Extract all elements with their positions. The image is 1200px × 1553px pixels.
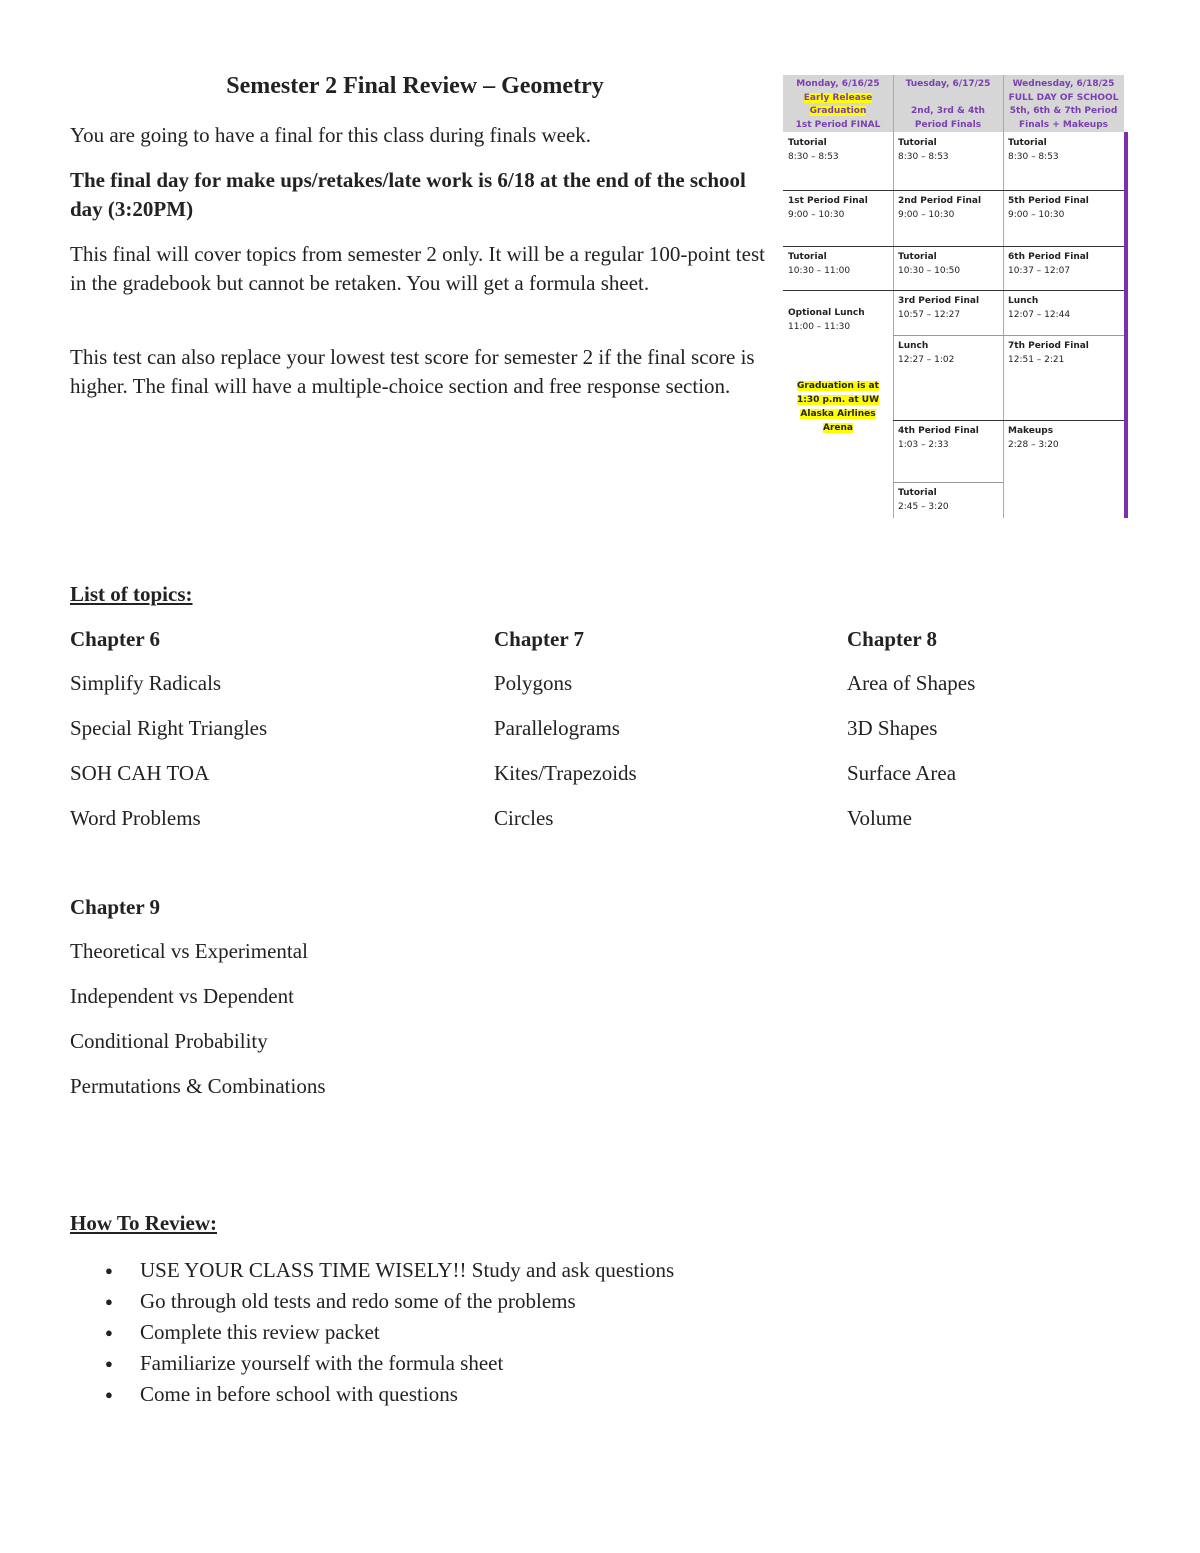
schedule-cell	[893, 246, 1003, 282]
page-title: Semester 2 Final Review – Geometry	[226, 73, 604, 99]
schedule-cell	[893, 420, 1003, 456]
schedule-cell	[1003, 290, 1124, 326]
session-name: Lunch	[1008, 296, 1039, 306]
early-release: Early Release	[803, 92, 873, 103]
schedule-cell	[893, 132, 1003, 168]
topic-item: Permutations & Combinations	[70, 1074, 326, 1098]
schedule-cell	[783, 190, 893, 226]
session-name: Tutorial	[1008, 138, 1047, 148]
topic-item: Volume	[847, 806, 912, 830]
header-monday	[783, 75, 893, 132]
topic-item: Word Problems	[70, 806, 201, 830]
topic-item: SOH CAH TOA	[70, 761, 210, 785]
tuesday-date: Tuesday, 6/17/25	[905, 79, 991, 89]
review-item: ● Complete this review packet	[140, 1317, 674, 1348]
schedule-cell	[783, 246, 893, 282]
session-time: 8:30 – 8:53	[898, 152, 949, 162]
wednesday-periods: 5th, 6th & 7th Period	[1009, 106, 1118, 116]
schedule-cell	[893, 290, 1003, 326]
session-name: 4th Period Final	[898, 426, 979, 436]
session-time: 8:30 – 8:53	[788, 152, 839, 162]
review-item: ● Go through old tests and redo some of the problems	[140, 1286, 674, 1317]
monday-finals: 1st Period FINAL	[795, 119, 881, 130]
topic-item: 3D Shapes	[847, 716, 938, 740]
topic-item: Special Right Triangles	[70, 716, 268, 740]
session-time: 9:00 – 10:30	[1008, 210, 1065, 220]
session-name: 3rd Period Final	[898, 296, 980, 306]
session-time: 10:37 – 12:07	[1008, 266, 1071, 276]
schedule-cell	[893, 190, 1003, 226]
session-name: 2nd Period Final	[898, 196, 982, 206]
topic-item: Parallelograms	[494, 716, 620, 740]
schedule-cell	[1003, 132, 1124, 168]
session-time: 9:00 – 10:30	[898, 210, 955, 220]
topic-item: Polygons	[494, 671, 573, 695]
chapter-heading: Chapter 8	[847, 627, 938, 651]
session-time: 12:07 – 12:44	[1008, 310, 1071, 320]
intro-text: You are going to have a final for this class during finals week.	[70, 123, 592, 147]
tuesday-finals: Period Finals	[914, 119, 982, 130]
schedule-cell	[1003, 420, 1124, 456]
schedule-cell	[783, 302, 893, 338]
tuesday-periods: 2nd, 3rd & 4th	[911, 106, 985, 116]
session-name: Tutorial	[898, 138, 937, 148]
topic-item: Kites/Trapezoids	[494, 761, 637, 785]
finals-schedule-table	[783, 75, 1128, 518]
topic-item: Surface Area	[847, 761, 957, 785]
session-name: 1st Period Final	[788, 196, 868, 206]
session-time: 1:03 – 2:33	[898, 440, 949, 450]
session-time: 12:27 – 1:02	[898, 355, 955, 365]
header-wednesday	[1003, 75, 1124, 132]
review-list	[70, 1255, 674, 1410]
session-time: 8:30 – 8:53	[1008, 152, 1059, 162]
schedule-cell	[1003, 246, 1124, 282]
schedule-cell	[1003, 190, 1124, 226]
review-item: ● Come in before school with questions	[140, 1379, 674, 1410]
deadline-text: The final day for make ups/retakes/late work is 6/18 at the end of the school day (3:20PM)	[70, 168, 746, 221]
session-time: 2:45 – 3:20	[898, 502, 949, 512]
graduation: Graduation	[809, 106, 867, 116]
review-item: ● USE YOUR CLASS TIME WISELY!! Study and ask questions	[140, 1255, 674, 1286]
schedule-cell	[893, 335, 1003, 371]
session-name: 5th Period Final	[1008, 196, 1089, 206]
session-name: Makeups	[1008, 426, 1054, 436]
wednesday-date: Wednesday, 6/18/25	[1012, 79, 1115, 89]
chapter-heading: Chapter 6	[70, 627, 161, 651]
chapter-heading: Chapter 7	[494, 627, 585, 651]
topics-heading: List of topics:	[70, 582, 193, 606]
monday-date: Monday, 6/16/25	[796, 79, 880, 89]
review-heading: How To Review:	[70, 1211, 217, 1235]
session-name: Tutorial	[788, 252, 827, 262]
header-tuesday	[893, 75, 1003, 132]
session-time: 9:00 – 10:30	[788, 210, 845, 220]
session-name: Tutorial	[898, 252, 937, 262]
wednesday-full-day: FULL DAY OF SCHOOL	[1008, 92, 1119, 103]
schedule-cell	[893, 482, 1003, 518]
chapter-heading: Chapter 9	[70, 895, 161, 919]
session-time: 12:51 – 2:21	[1008, 355, 1065, 365]
session-name: 7th Period Final	[1008, 341, 1089, 351]
replacement-text: This test can also replace your lowest test score for semester 2 if the final score is higher. The final will have a multiple-choice section and free response section.	[70, 345, 755, 398]
topic-item: Area of Shapes	[847, 671, 976, 695]
session-name: Tutorial	[788, 138, 827, 148]
review-item: ● Familiarize yourself with the formula sheet	[140, 1348, 674, 1379]
graduation-note	[783, 375, 893, 439]
topic-item: Conditional Probability	[70, 1029, 268, 1053]
topic-item: Independent vs Dependent	[70, 984, 294, 1008]
topic-item: Simplify Radicals	[70, 671, 222, 695]
session-name: Lunch	[898, 341, 929, 351]
schedule-cell	[1003, 335, 1124, 371]
session-time: 10:57 – 12:27	[898, 310, 961, 320]
session-name: Optional Lunch	[788, 308, 865, 318]
session-time: 11:00 – 11:30	[788, 322, 851, 332]
wednesday-finals: Finals + Makeups	[1018, 119, 1109, 130]
session-time: 10:30 – 11:00	[788, 266, 851, 276]
schedule-cell	[783, 132, 893, 168]
session-name: 6th Period Final	[1008, 252, 1089, 262]
session-time: 2:28 – 3:20	[1008, 440, 1059, 450]
topic-item: Circles	[494, 806, 554, 830]
coverage-text: This final will cover topics from semester 2 only. It will be a regular 100-point test in the gradebook but cannot be retaken. You will get a formula sheet.	[70, 242, 765, 295]
session-time: 10:30 – 10:50	[898, 266, 961, 276]
purple-border	[1124, 132, 1128, 518]
topic-item: Theoretical vs Experimental	[70, 939, 308, 963]
graduation-note-text: Graduation is at 1:30 p.m. at UW Alaska Airlines Arena	[796, 381, 880, 433]
session-name: Tutorial	[898, 488, 937, 498]
